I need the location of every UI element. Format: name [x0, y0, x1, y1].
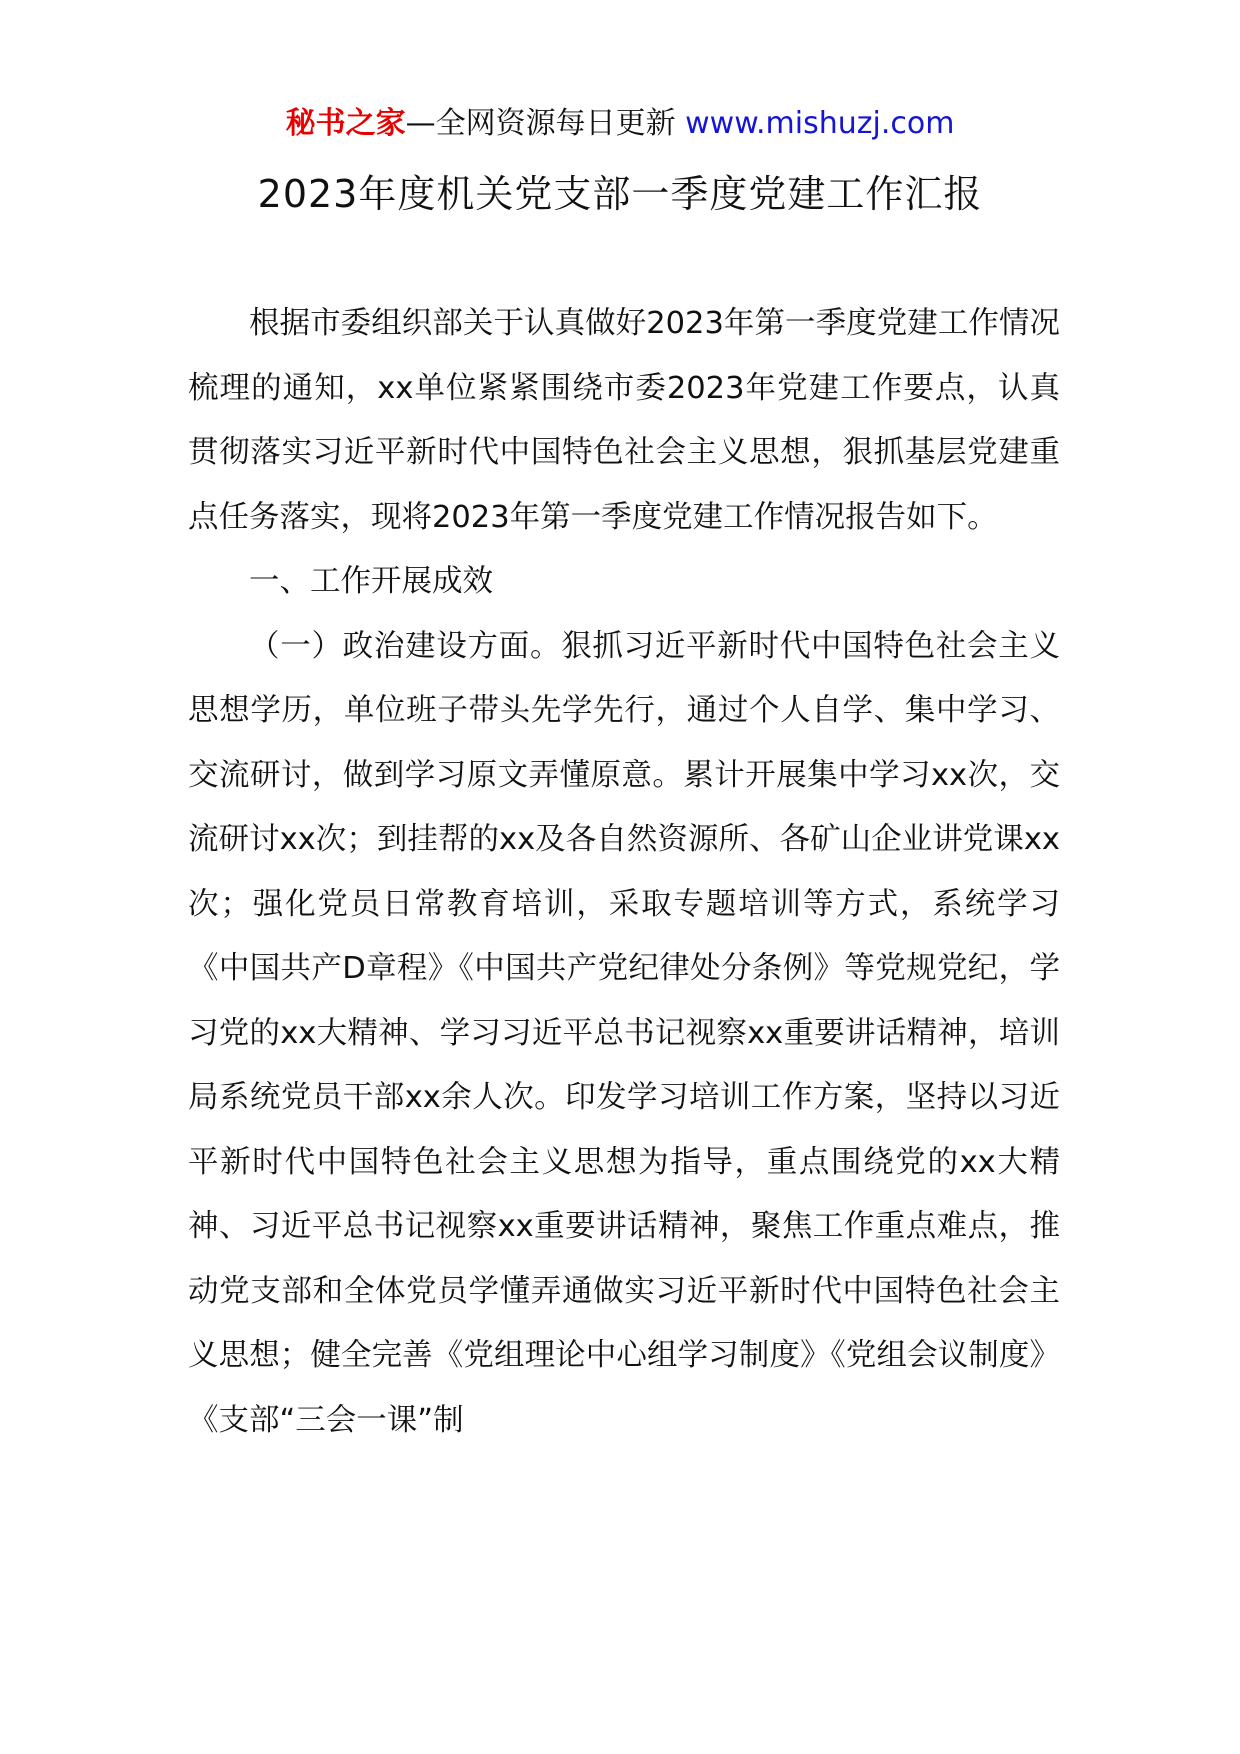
body-paragraph: （一）政治建设方面。狠抓习近平新时代中国特色社会主义思想学历，单位班子带头先学先行，通过个人自学、集中学习、交流研讨，做到学习原文弄懂原意。累计开展集中学习xx次，交流研讨xx次；到挂帮的xx及各自然资源所、各矿山企业讲党课xx次；强化党员日常教育培训，采取专题培训等方式，系统学习《中国共产D章程》《中国共产党纪律处分条例》等党规党纪，学习党的xx大精神、学习习近平总书记视察xx重要讲话精神，培训局系统党员干部xx余人次。印发学习培训工作方案，坚持以习近平新时代中国特色社会主义思想为指导，重点围绕党的xx大精神、习近平总书记视察xx重要讲话精神，聚焦工作重点难点，推动党支部和全体党员学懂弄通做实习近平新时代中国特色社会主义思想；健全完善《党组理论中心组学习制度》《党组会议制度》《支部“三会一课”制 [188, 628, 1060, 1438]
site-header [0, 102, 1240, 146]
site-slogan: —全网资源每日更新 [405, 106, 676, 141]
intro-paragraph: 根据市委组织部关于认真做好2023年第一季度党建工作情况梳理的通知，xx单位紧紧围绕市委2023年党建工作要点，认真贯彻落实习近平新时代中国特色社会主义思想，狠抓基层党建重点任务落实，现将2023年第一季度党建工作情况报告如下。 [188, 306, 1060, 535]
section-heading: 一、工作开展成效 [249, 564, 493, 599]
site-url-link[interactable]: www.mishuzj.com [685, 106, 955, 141]
document-body [188, 292, 1060, 1453]
document-title: 2023年度机关党支部一季度党建工作汇报 [257, 172, 983, 216]
brand-name: 秘书之家 [285, 106, 406, 141]
